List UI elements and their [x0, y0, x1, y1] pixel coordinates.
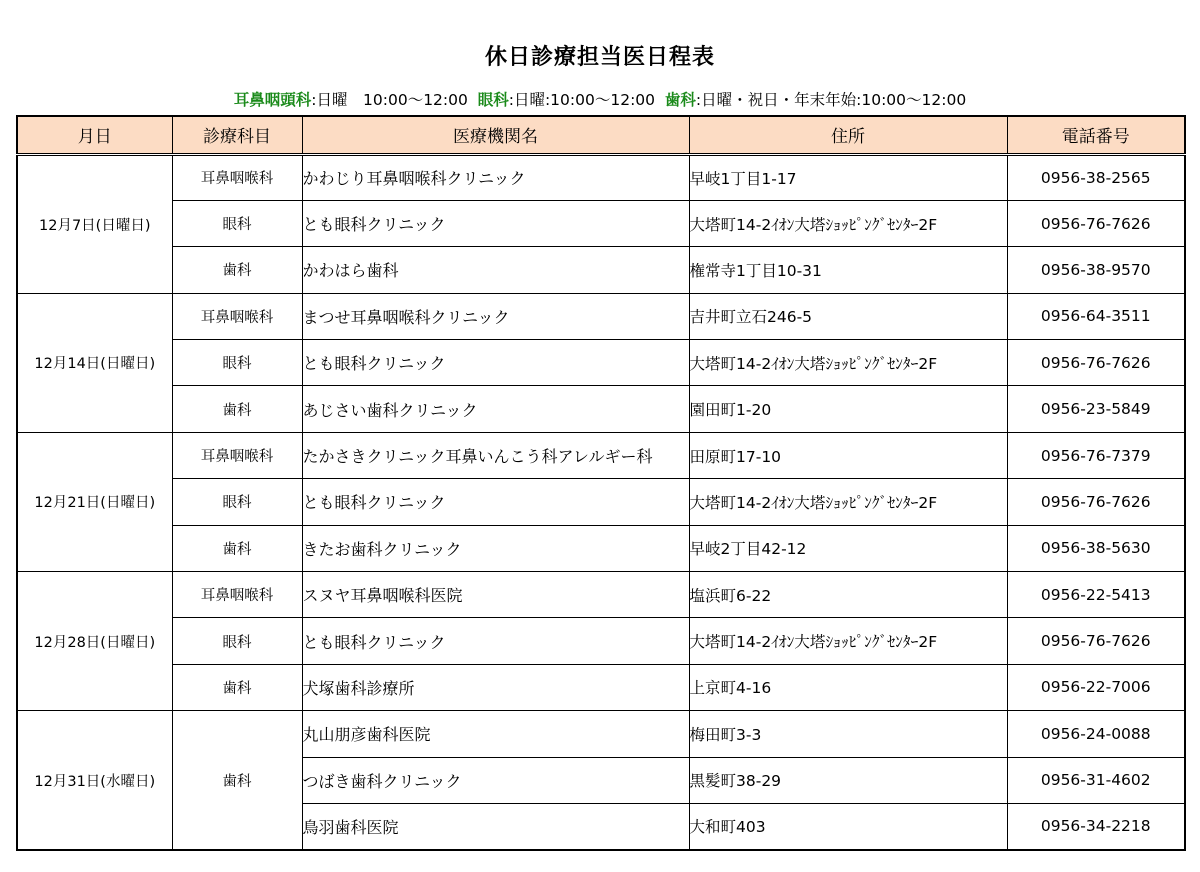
institution-cell: かわじり耳鼻咽喉科クリニック [302, 154, 689, 200]
header-row [17, 116, 1185, 154]
page-title: 休日診療担当医日程表 [484, 45, 715, 70]
institution-cell: あじさい歯科クリニック [302, 386, 689, 432]
institution-cell: 鳥羽歯科医院 [302, 803, 689, 850]
address-cell: 上京町4-16 [689, 664, 1007, 710]
institution-cell: まつせ耳鼻咽喉科クリニック [302, 293, 689, 339]
address-cell: 田原町17-10 [689, 432, 1007, 478]
phone-cell: 0956-76-7379 [1007, 432, 1185, 478]
address-cell: 吉井町立石246-5 [689, 293, 1007, 339]
department-cell: 耳鼻咽喉科 [172, 154, 302, 200]
eye-hours: :日曜:10:00〜12:00 [508, 91, 656, 109]
department-cell: 眼科 [172, 200, 302, 246]
department-cell: 歯科 [172, 386, 302, 432]
phone-cell: 0956-31-4602 [1007, 757, 1185, 803]
eye-label: 眼科 [477, 91, 509, 109]
address-cell: 黒髪町38-29 [689, 757, 1007, 803]
table-row [17, 572, 1185, 618]
table-row [17, 200, 1185, 246]
institution-cell: きたお歯科クリニック [302, 525, 689, 571]
phone-cell: 0956-22-7006 [1007, 664, 1185, 710]
table-row [17, 618, 1185, 664]
institution-cell: つばき歯科クリニック [302, 757, 689, 803]
phone-cell: 0956-76-7626 [1007, 340, 1185, 386]
institution-cell: 犬塚歯科診療所 [302, 664, 689, 710]
ent-hours: :日曜 10:00〜12:00 [311, 91, 468, 109]
table-row [17, 386, 1185, 432]
phone-cell: 0956-38-2565 [1007, 154, 1185, 200]
date-cell: 12月14日(日曜日) [17, 293, 172, 432]
header-institution: 医療機関名 [302, 116, 689, 154]
table-row [17, 711, 1185, 757]
address-cell: 権常寺1丁目10-31 [689, 247, 1007, 293]
institution-cell: とも眼科クリニック [302, 200, 689, 246]
address-cell: 大塔町14-2ｲｵﾝ大塔ｼｮｯﾋﾟﾝｸﾞｾﾝﾀｰ2F [689, 340, 1007, 386]
phone-cell: 0956-38-5630 [1007, 525, 1185, 571]
schedule-table [16, 115, 1186, 851]
address-cell: 大塔町14-2ｲｵﾝ大塔ｼｮｯﾋﾟﾝｸﾞｾﾝﾀｰ2F [689, 200, 1007, 246]
address-cell: 大塔町14-2ｲｵﾝ大塔ｼｮｯﾋﾟﾝｸﾞｾﾝﾀｰ2F [689, 618, 1007, 664]
phone-cell: 0956-24-0088 [1007, 711, 1185, 757]
header-address: 住所 [689, 116, 1007, 154]
table-row [17, 293, 1185, 339]
header-phone: 電話番号 [1007, 116, 1185, 154]
department-cell: 眼科 [172, 340, 302, 386]
date-cell: 12月31日(水曜日) [17, 711, 172, 850]
phone-cell: 0956-22-5413 [1007, 572, 1185, 618]
table-row [17, 479, 1185, 525]
address-cell: 大和町403 [689, 803, 1007, 850]
phone-cell: 0956-38-9570 [1007, 247, 1185, 293]
header-department: 診療科目 [172, 116, 302, 154]
dental-label: 歯科 [664, 91, 696, 109]
dental-hours: :日曜・祝日・年末年始:10:00〜12:00 [695, 91, 967, 109]
institution-cell: とも眼科クリニック [302, 618, 689, 664]
table-row [17, 664, 1185, 710]
table-row [17, 154, 1185, 200]
department-cell: 歯科 [172, 525, 302, 571]
department-cell: 眼科 [172, 479, 302, 525]
phone-cell: 0956-23-5849 [1007, 386, 1185, 432]
institution-cell: とも眼科クリニック [302, 479, 689, 525]
table-row [17, 432, 1185, 478]
date-cell: 12月21日(日曜日) [17, 432, 172, 571]
ent-label: 耳鼻咽頭科 [233, 91, 312, 109]
institution-cell: スヌヤ耳鼻咽喉科医院 [302, 572, 689, 618]
phone-cell: 0956-34-2218 [1007, 803, 1185, 850]
table-row [17, 340, 1185, 386]
table-row [17, 525, 1185, 571]
date-cell: 12月28日(日曜日) [17, 572, 172, 711]
address-cell: 塩浜町6-22 [689, 572, 1007, 618]
table-row [17, 247, 1185, 293]
phone-cell: 0956-76-7626 [1007, 200, 1185, 246]
phone-cell: 0956-76-7626 [1007, 479, 1185, 525]
address-cell: 園田町1-20 [689, 386, 1007, 432]
phone-cell: 0956-76-7626 [1007, 618, 1185, 664]
address-cell: 梅田町3-3 [689, 711, 1007, 757]
department-cell: 眼科 [172, 618, 302, 664]
hours-legend [0, 88, 1200, 110]
department-cell: 耳鼻咽喉科 [172, 432, 302, 478]
header-date: 月日 [17, 116, 172, 154]
address-cell: 早岐1丁目1-17 [689, 154, 1007, 200]
institution-cell: たかさきクリニック耳鼻いんこう科アレルギー科 [302, 432, 689, 478]
department-cell: 歯科 [172, 711, 302, 850]
phone-cell: 0956-64-3511 [1007, 293, 1185, 339]
institution-cell: とも眼科クリニック [302, 340, 689, 386]
institution-cell: 丸山朋彦歯科医院 [302, 711, 689, 757]
date-cell: 12月7日(日曜日) [17, 154, 172, 293]
institution-cell: かわはら歯科 [302, 247, 689, 293]
department-cell: 耳鼻咽喉科 [172, 293, 302, 339]
address-cell: 大塔町14-2ｲｵﾝ大塔ｼｮｯﾋﾟﾝｸﾞｾﾝﾀｰ2F [689, 479, 1007, 525]
department-cell: 耳鼻咽喉科 [172, 572, 302, 618]
department-cell: 歯科 [172, 664, 302, 710]
address-cell: 早岐2丁目42-12 [689, 525, 1007, 571]
department-cell: 歯科 [172, 247, 302, 293]
